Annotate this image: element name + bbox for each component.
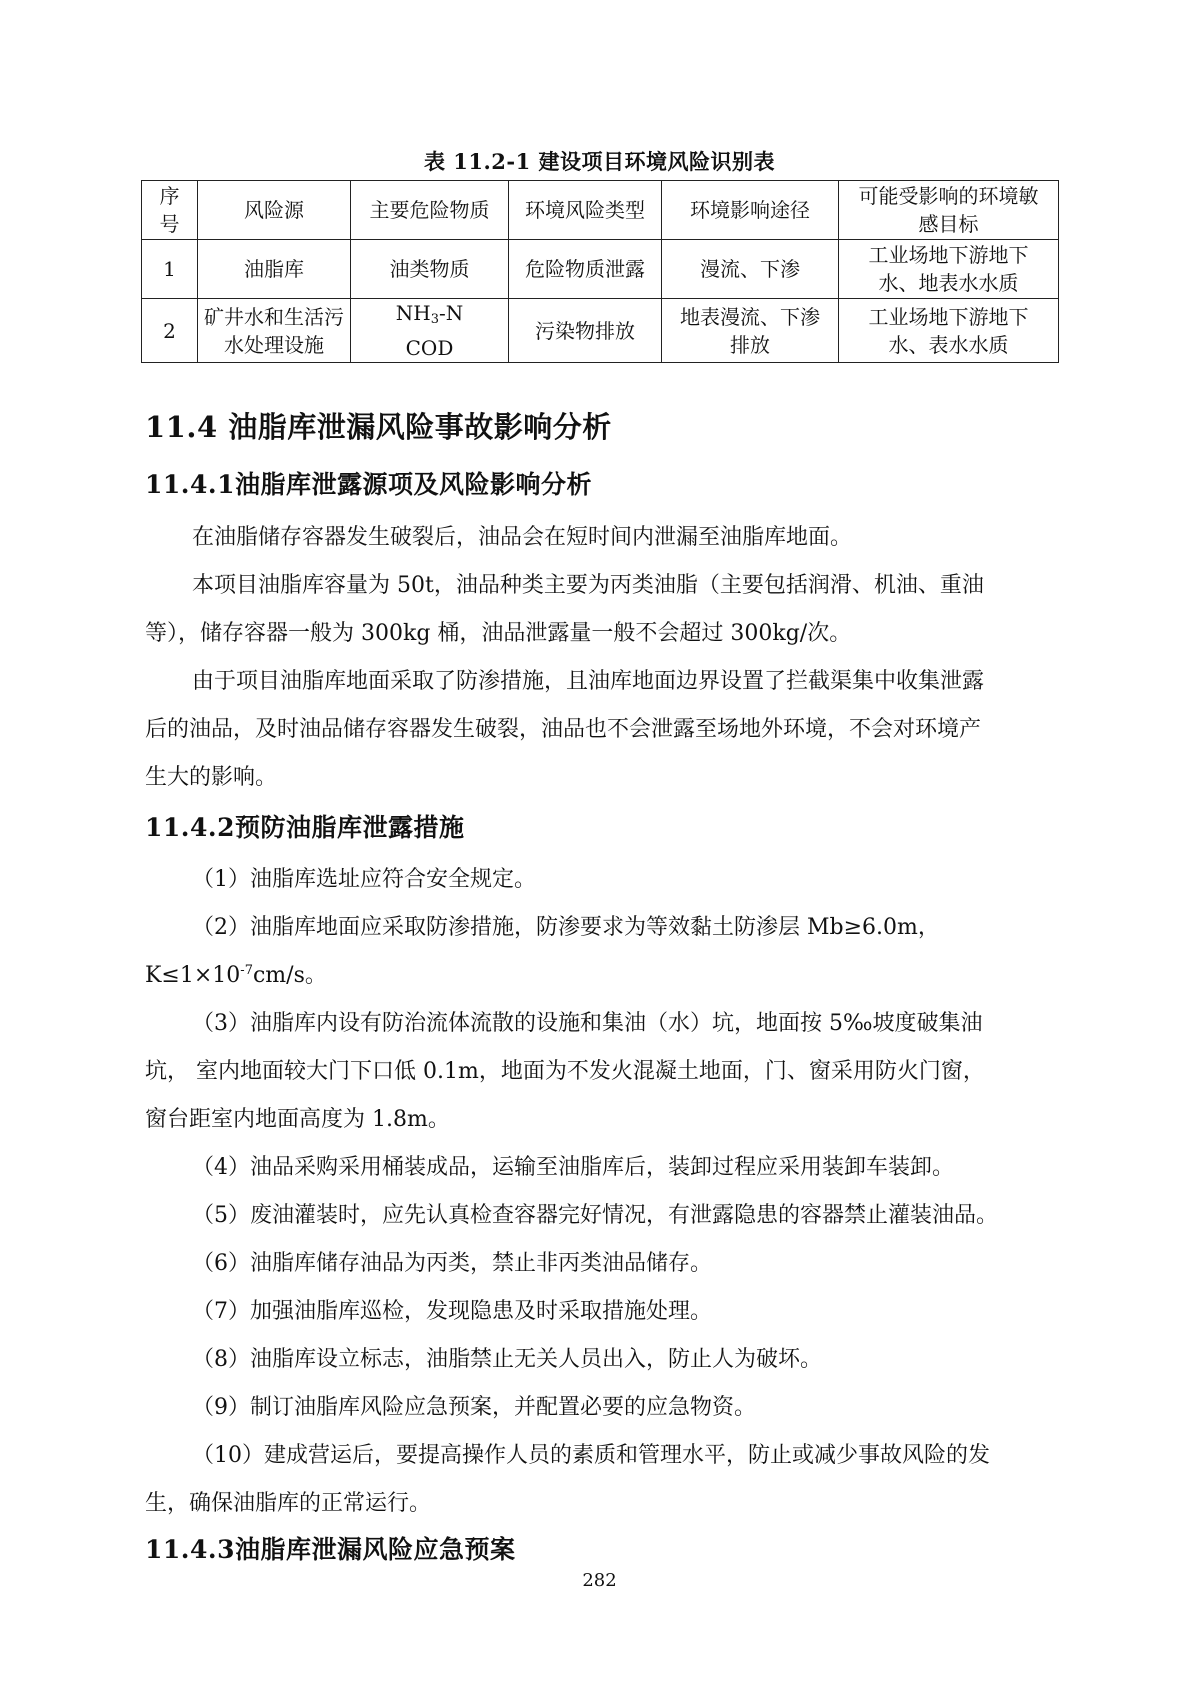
header-risk-source: 风险源 xyxy=(198,181,351,240)
section-heading-11-4: 11.4 油脂库泄漏风险事故影响分析 xyxy=(145,410,612,444)
cell-type: 危险物质泄露 xyxy=(509,240,662,299)
page-number: 282 xyxy=(582,1570,617,1591)
table-caption: 表 11.2-1 建设项目环境风险识别表 xyxy=(423,149,776,174)
cell-substance: $NH_3-N$ COD xyxy=(351,299,509,363)
measure-item-line: （2）油脂库地面应采取防渗措施，防渗要求为等效黏土防渗层 Mb≥6.0m， xyxy=(192,915,940,940)
cell-num: 2 xyxy=(142,299,198,363)
table-header-row xyxy=(142,181,1059,240)
measure-item: （9）制订油脂库风险应急预案，并配置必要的应急物资。 xyxy=(192,1395,756,1420)
risk-identification-table xyxy=(141,180,1059,363)
measure-item-line: （10）建成营运后，要提高操作人员的素质和管理水平，防止或减少事故风险的发 xyxy=(192,1443,990,1468)
cell-substance: 油类物质 xyxy=(351,240,509,299)
paragraph-line: 等），储存容器一般为 300kg 桶，油品泄露量一般不会超过 300kg/次。 xyxy=(145,621,852,646)
measure-item-line: 坑， 室内地面较大门下口低 0.1m，地面为不发火混凝土地面，门、窗采用防火门窗， xyxy=(145,1059,985,1084)
measure-item-line: 窗台距室内地面高度为 1.8m。 xyxy=(145,1107,450,1132)
table-row xyxy=(142,240,1059,299)
measure-item: （1）油脂库选址应符合安全规定。 xyxy=(192,867,536,892)
cell-path: 漫流、下渗 xyxy=(662,240,839,299)
header-seq: 序 号 xyxy=(142,181,198,240)
paragraph: 在油脂储存容器发生破裂后，油品会在短时间内泄漏至油脂库地面。 xyxy=(192,525,853,550)
cell-path: 地表漫流、下渗 排放 xyxy=(662,299,839,363)
measure-item-line: $K\le 1\times 10^{-7}cm/s$。 xyxy=(145,963,327,988)
paragraph-line: 后的油品，及时油品储存容器发生破裂，油品也不会泄露至场地外环境，不会对环境产 xyxy=(145,717,982,742)
section-11-4-1-body xyxy=(145,514,1058,802)
measure-item-line: 生，确保油脂库的正常运行。 xyxy=(145,1491,432,1516)
paragraph-line: 本项目油脂库容量为 50t，油品种类主要为丙类油脂（主要包括润滑、机油、重油 xyxy=(192,573,984,598)
section-heading-11-4-1: 11.4.1油脂库泄露源项及风险影响分析 xyxy=(145,470,592,499)
section-heading-11-4-2: 11.4.2预防油脂库泄露措施 xyxy=(145,813,465,842)
cell-target: 工业场地下游地下 水、表水水质 xyxy=(839,299,1059,363)
table-row xyxy=(142,299,1059,363)
header-hazard-substance: 主要危险物质 xyxy=(351,181,509,240)
section-11-4-2-body xyxy=(145,856,1058,1528)
paragraph-line: 生大的影响。 xyxy=(145,765,278,790)
measure-item-line: （3）油脂库内设有防治流体流散的设施和集油（水）坑，地面按 5‰坡度破集油 xyxy=(192,1011,983,1036)
measure-item: （6）油脂库储存油品为丙类，禁止非丙类油品储存。 xyxy=(192,1251,712,1276)
section-heading-11-4-3: 11.4.3油脂库泄漏风险应急预案 xyxy=(145,1535,516,1564)
cell-source: 油脂库 xyxy=(198,240,351,299)
measure-item: （5）废油灌装时，应先认真检查容器完好情况，有泄露隐患的容器禁止灌装油品。 xyxy=(192,1203,998,1228)
measure-item: （8）油脂库设立标志，油脂禁止无关人员出入，防止人为破坏。 xyxy=(192,1347,822,1372)
cell-num: 1 xyxy=(142,240,198,299)
measure-item: （7）加强油脂库巡检，发现隐患及时采取措施处理。 xyxy=(192,1299,712,1324)
measure-item: （4）油品采购采用桶装成品，运输至油脂库后，装卸过程应采用装卸车装卸。 xyxy=(192,1155,954,1180)
cell-type: 污染物排放 xyxy=(509,299,662,363)
paragraph-line: 由于项目油脂库地面采取了防渗措施，且油库地面边界设置了拦截渠集中收集泄露 xyxy=(192,669,985,694)
header-impact-path: 环境影响途径 xyxy=(662,181,839,240)
cell-target: 工业场地下游地下 水、地表水水质 xyxy=(839,240,1059,299)
header-sensitive-target: 可能受影响的环境敏 感目标 xyxy=(839,181,1059,240)
header-risk-type: 环境风险类型 xyxy=(509,181,662,240)
nh3n-formula: $NH_3-N$ xyxy=(395,301,464,327)
cell-source: 矿井水和生活污 水处理设施 xyxy=(198,299,351,363)
